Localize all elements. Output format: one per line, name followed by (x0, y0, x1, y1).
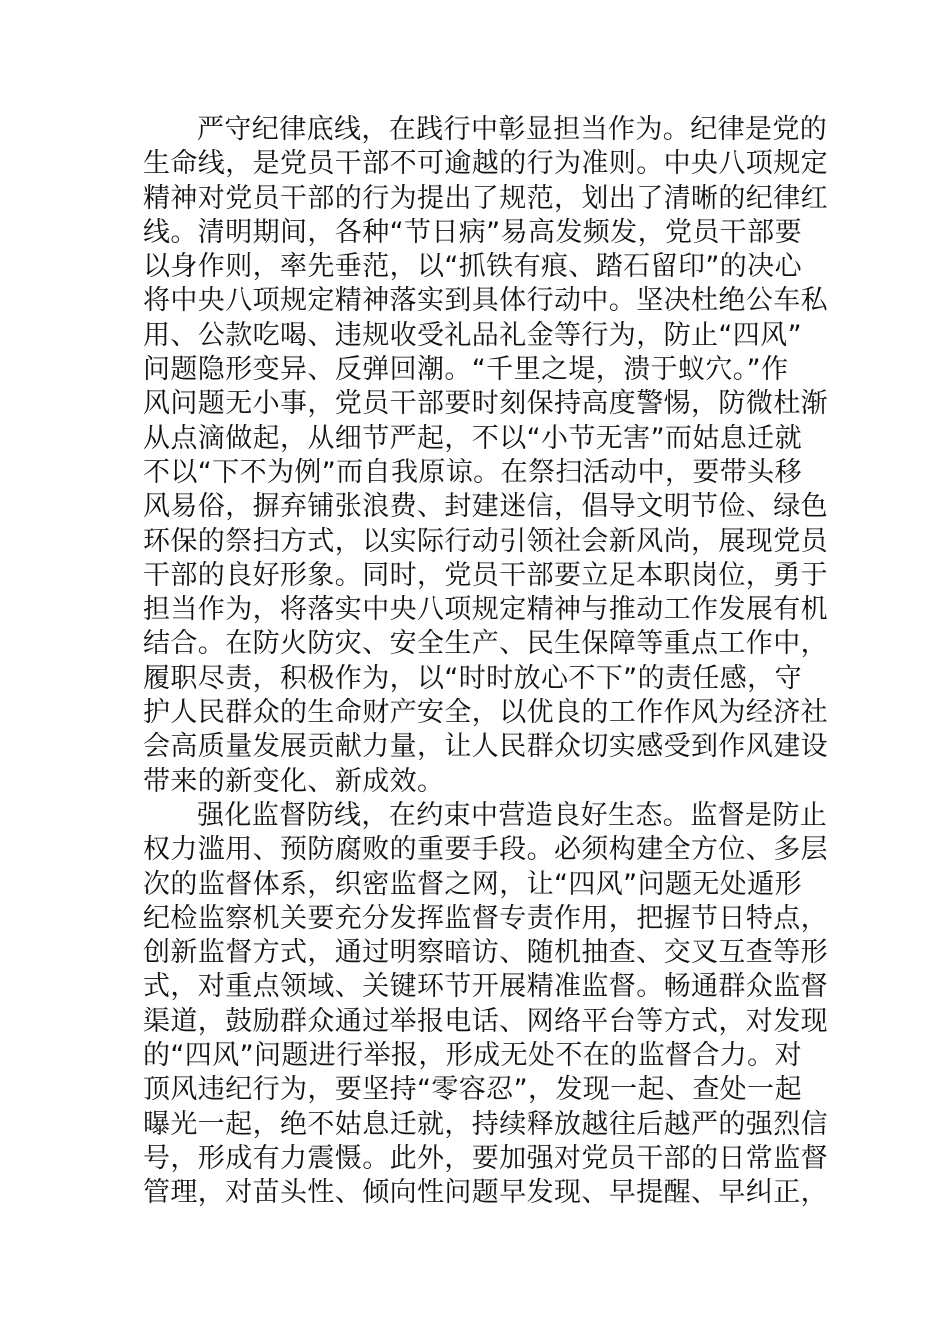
text-line: 纪检监察机关要充分发挥监督专责作用，把握节日特点， (143, 902, 828, 934)
text-line: 线。清明期间，各种“节日病”易高发频发，党员干部要 (143, 216, 802, 248)
text-line: 从点滴做起，从细节严起，不以“小节无害”而姑息迁就 (143, 422, 802, 454)
text-line: 将中央八项规定精神落实到具体行动中。坚决杜绝公车私 (143, 285, 828, 317)
paragraph-discipline (143, 113, 828, 799)
text-line: 权力滥用、预防腐败的重要手段。必须构建全方位、多层 (143, 834, 828, 866)
text-line: 创新监督方式，通过明察暗访、随机抽查、交叉互查等形 (143, 937, 828, 969)
text-line: 带来的新变化、新成效。 (143, 765, 445, 797)
text-line: 次的监督体系，织密监督之网，让“四风”问题无处遁形 (143, 868, 802, 900)
text-line: 曝光一起，绝不姑息迁就，持续释放越往后越严的强烈信 (143, 1108, 828, 1140)
text-line: 担当作为，将落实中央八项规定精神与推动工作发展有机 (143, 594, 828, 626)
paragraph-supervision (143, 799, 828, 1211)
text-line: 渠道，鼓励群众通过举报电话、网络平台等方式，对发现 (143, 1005, 828, 1037)
text-line: 严守纪律底线，在践行中彰显担当作为。纪律是党的 (197, 114, 828, 145)
text-line: 的“四风”问题进行举报，形成无处不在的监督合力。对 (143, 1040, 802, 1072)
text-line: 管理，对苗头性、倾向性问题早发现、早提醒、早纠正， (143, 1177, 828, 1209)
text-line: 干部的良好形象。同时，党员干部要立足本职岗位，勇于 (143, 559, 828, 591)
text-line: 式，对重点领域、关键环节开展精准监督。畅通群众监督 (143, 971, 828, 1003)
text-line: 用、公款吃喝、违规收受礼品礼金等行为，防止“四风” (143, 319, 802, 351)
text-line: 履职尽责，积极作为，以“时时放心不下”的责任感，守 (143, 662, 802, 694)
text-line: 强化监督防线，在约束中营造良好生态。监督是防止 (197, 799, 828, 831)
text-line: 护人民群众的生命财产安全，以优良的工作作风为经济社 (143, 697, 828, 729)
text-line: 会高质量发展贡献力量，让人民群众切实感受到作风建设 (143, 731, 828, 763)
text-line: 风问题无小事，党员干部要时刻保持高度警惕，防微杜渐 (143, 388, 828, 420)
document-body (143, 113, 828, 1211)
text-line: 风易俗，摒弃铺张浪费、封建迷信，倡导文明节俭、绿色 (143, 491, 828, 523)
text-line: 顶风违纪行为，要坚持“零容忍”，发现一起、查处一起 (143, 1074, 802, 1106)
text-line: 环保的祭扫方式，以实际行动引领社会新风尚，展现党员 (143, 525, 828, 557)
text-line: 以身作则，率先垂范，以“抓铁有痕、踏石留印”的决心 (143, 251, 802, 283)
text-line: 号，形成有力震慑。此外，要加强对党员干部的日常监督 (143, 1142, 828, 1174)
text-line: 问题隐形变异、反弹回潮。“千里之堤，溃于蚁穴。”作 (143, 354, 789, 386)
text-line: 精神对党员干部的行为提出了规范，划出了清晰的纪律红 (143, 182, 828, 214)
text-line: 不以“下不为例”而自我原谅。在祭扫活动中，要带头移 (143, 456, 802, 488)
text-line: 结合。在防火防灾、安全生产、民生保障等重点工作中， (143, 628, 828, 660)
text-line: 生命线，是党员干部不可逾越的行为准则。中央八项规定 (143, 148, 828, 180)
